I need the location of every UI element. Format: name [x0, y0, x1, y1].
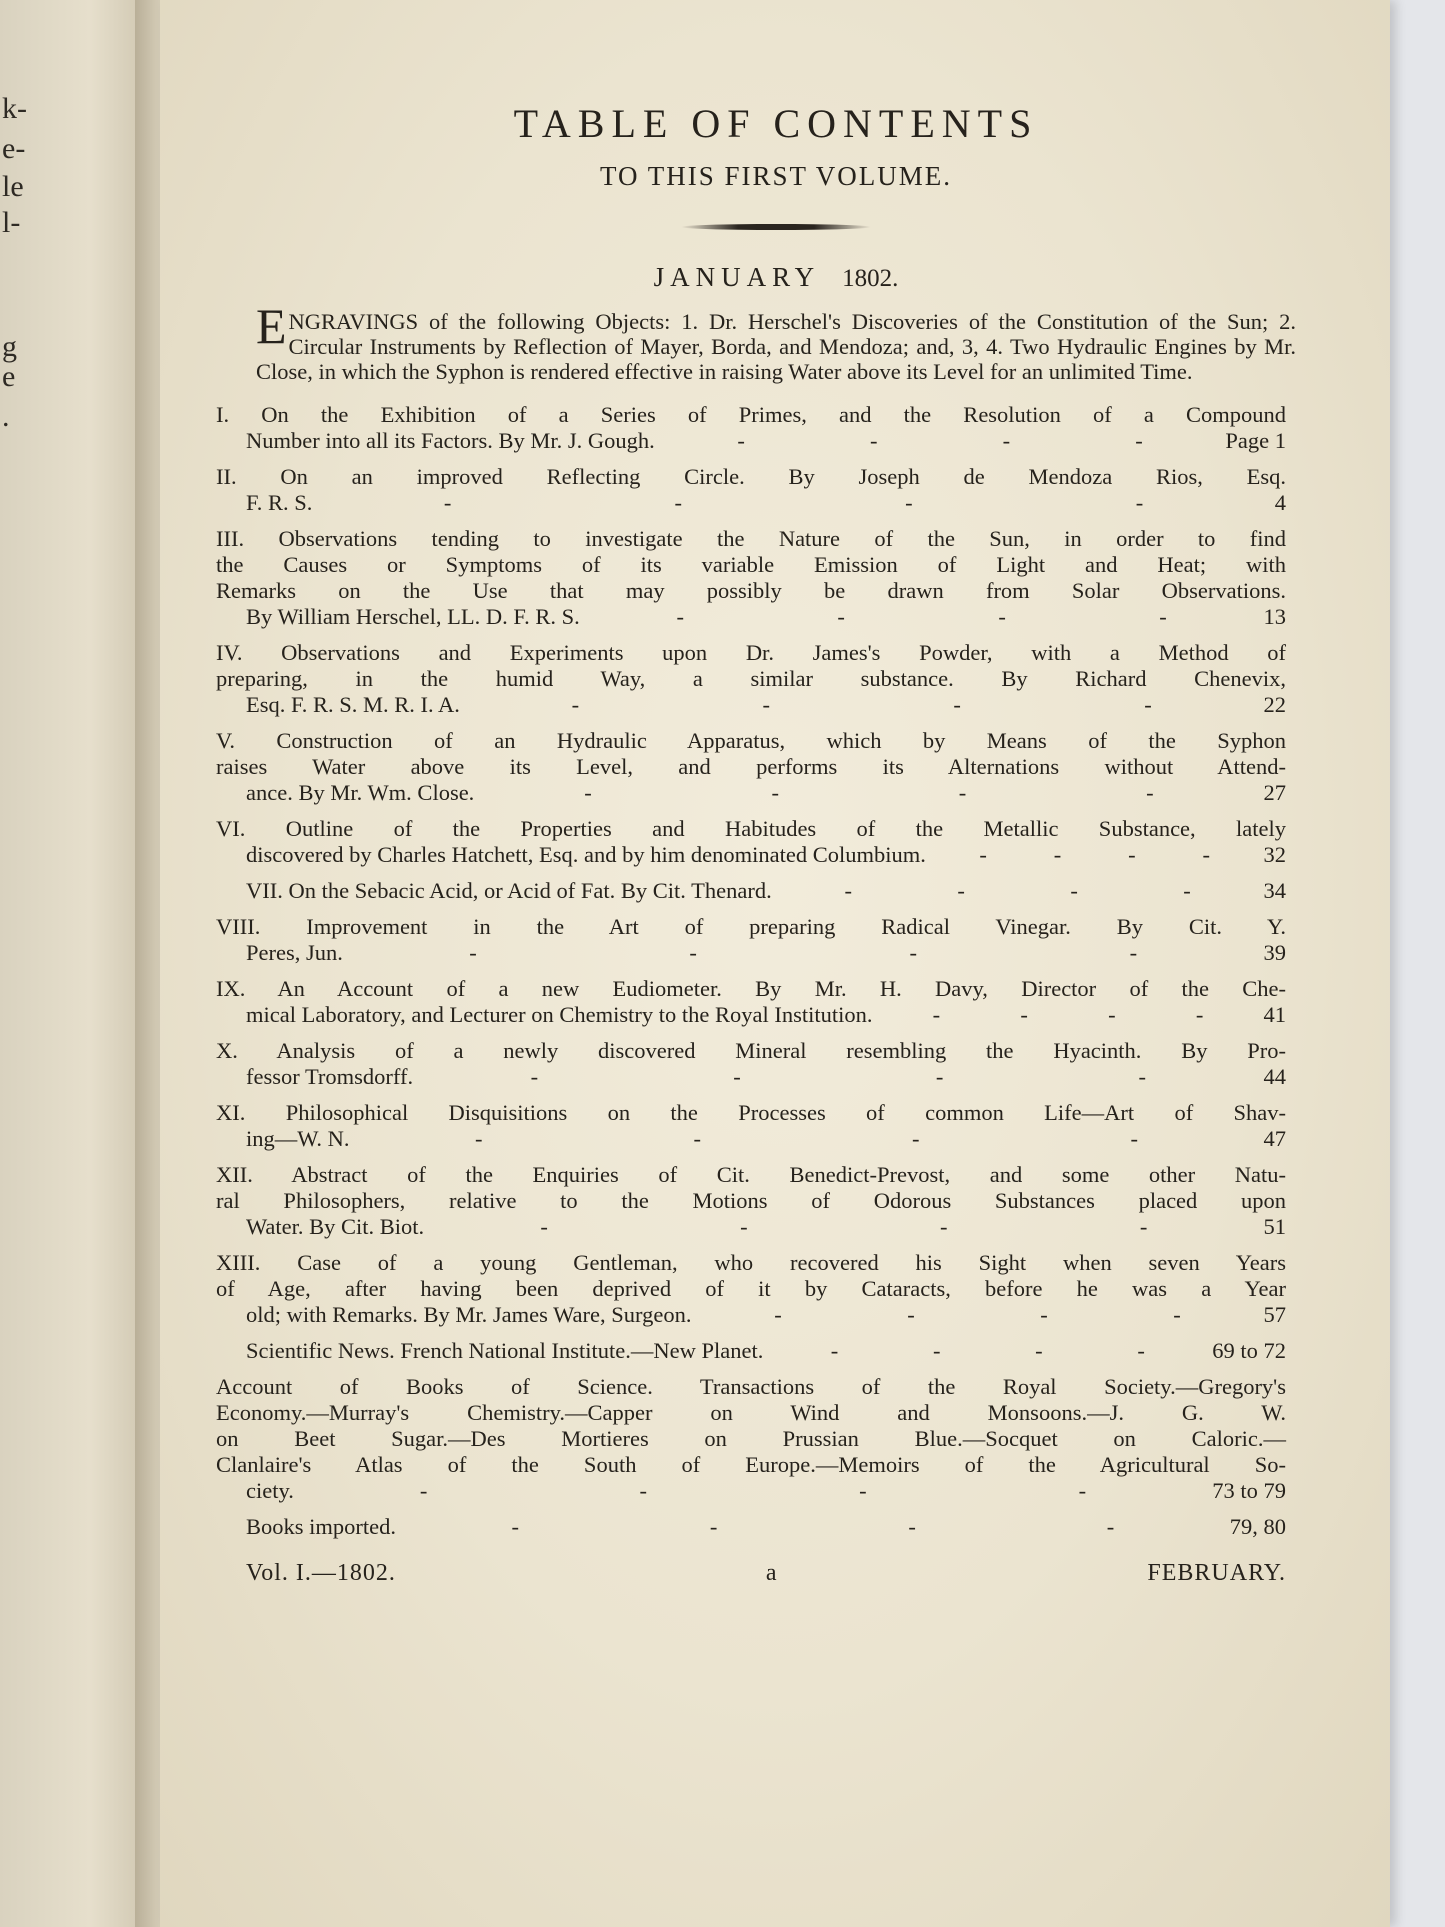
leader-dash: - [1202, 842, 1211, 867]
leader-dash: - [1135, 490, 1144, 515]
leader-dash: - [1002, 428, 1011, 453]
leader-dashes [691, 1302, 1263, 1328]
drop-cap: E [256, 298, 287, 354]
entry-last-line [246, 878, 1286, 904]
leader-dash: - [1106, 1514, 1115, 1539]
entry-last-line [246, 1002, 1286, 1028]
leader-dash: - [1137, 1338, 1145, 1363]
contents-entry [216, 976, 1296, 1028]
leader-dash: - [1040, 1302, 1048, 1327]
entry-line-text: on Beet Sugar.—Des Mortieres on Prussian Blue.—Socquet on Caloric.— [216, 1426, 1286, 1451]
entry-line [216, 816, 1287, 842]
page-content [216, 100, 1296, 1587]
entry-line-text: ral Philosophers, relative to the Motions of Odorous Substances placed upon [216, 1188, 1286, 1213]
leader-dash: - [740, 1214, 748, 1239]
contents-entry [216, 526, 1296, 630]
entry-line [216, 1426, 1286, 1452]
entry-line-text: the Causes or Symptoms of its variable Emission of Light and Heat; with [216, 552, 1286, 577]
entry-line [216, 1276, 1286, 1302]
entry-number: XII. [216, 1162, 253, 1187]
entry-last-text [246, 1126, 350, 1152]
leader-dash: - [709, 1514, 718, 1539]
entry-title: Books imported. [246, 1514, 396, 1539]
entry-line-text: Construction of an Hydraulic Apparatus, which by Means of the Syphon [276, 728, 1287, 753]
entry-number: V. [216, 728, 235, 753]
left-fragment: e- [2, 132, 26, 165]
leader-dash: - [958, 780, 967, 805]
entry-last-line [246, 1338, 1286, 1364]
contents-entry [216, 464, 1296, 516]
page-number: 79, 80 [1229, 1514, 1286, 1539]
month-heading [216, 262, 1296, 293]
leader-dash: - [935, 1064, 944, 1089]
entry-last-line [246, 1214, 1286, 1240]
entry-line-text: Account of Books of Science. Transactions of the Royal Society.—Gregory's [216, 1374, 1286, 1399]
entry-title: On the Sebacic Acid, or Acid of Fat. By Cit. Thenard. [288, 878, 772, 903]
leader-dashes [580, 604, 1264, 630]
entry-line [216, 402, 1286, 428]
month-name: JANUARY [653, 262, 821, 292]
leader-dash: - [1130, 1126, 1138, 1151]
entry-last-line [246, 1064, 1286, 1090]
entry-line-text: Remarks on the Use that may possibly be drawn from Solar Observations. [216, 578, 1286, 603]
entry-last-text [246, 878, 772, 904]
leader-dashes [763, 1338, 1212, 1364]
entry-line [216, 1452, 1286, 1478]
entry-line [216, 1250, 1287, 1276]
leader-dash: - [1070, 878, 1078, 903]
leader-dash: - [771, 780, 779, 805]
entry-title: Water. By Cit. Biot. [246, 1214, 425, 1239]
entry-number: III. [216, 526, 245, 551]
contents-entry [216, 1250, 1296, 1328]
entry-line [216, 1162, 1287, 1188]
entry-line [216, 1038, 1286, 1064]
page-number: 69 to 72 [1212, 1338, 1286, 1363]
leader-dash: - [469, 940, 477, 965]
entry-last-text [246, 842, 926, 868]
entry-line [216, 578, 1286, 604]
ornamental-rule [681, 224, 871, 230]
entry-last-line [246, 1514, 1286, 1540]
leader-dashes [396, 1514, 1230, 1540]
leader-dash: - [953, 692, 961, 717]
page-number: 32 [1263, 842, 1286, 867]
entry-number: VI. [216, 816, 246, 841]
left-fragment: l- [2, 206, 21, 239]
entry-line-text: An Account of a new Eudiometer. By Mr. H. Davy, Director of the Che- [277, 976, 1286, 1001]
leader-dash: - [676, 604, 684, 629]
entry-number: VIII. [216, 914, 261, 939]
leader-dash: - [905, 490, 913, 515]
entry-last-line [246, 1302, 1286, 1328]
contents-entry [216, 1338, 1296, 1364]
entry-line-text: Economy.—Murray's Chemistry.—Capper on Wind and Monsoons.—J. G. W. [216, 1400, 1286, 1425]
entry-line [216, 1400, 1286, 1426]
entry-last-line [246, 1126, 1286, 1152]
entry-last-text [246, 1302, 691, 1328]
entry-line [216, 464, 1286, 490]
entry-number: VII. [246, 878, 283, 903]
leader-dash: - [693, 1126, 702, 1151]
leader-dash: - [1108, 1002, 1116, 1027]
page-number: 47 [1263, 1126, 1286, 1151]
leader-dash: - [584, 780, 592, 805]
entry-title: Number into all its Factors. By Mr. J. Gough. [246, 428, 655, 453]
entry-last-line [246, 692, 1286, 718]
entry-line [216, 1374, 1286, 1400]
leader-dashes [873, 1002, 1264, 1028]
entry-line-text: Case of a young Gentleman, who recovered his Sight when seven Years [297, 1250, 1287, 1275]
entry-line-text: On the Exhibition of a Series of Primes, and the Resolution of a Compound [261, 402, 1286, 427]
entry-title: discovered by Charles Hatchett, Esq. and by him denominated Columbium. [246, 842, 926, 867]
entry-line [216, 640, 1287, 666]
entry-line-text: of Age, after having been deprived of it by Cataracts, before he was a Year [216, 1276, 1286, 1301]
page-number: 27 [1263, 780, 1286, 805]
leader-dash: - [1144, 692, 1152, 717]
left-fragment: . [2, 400, 10, 433]
leader-dash: - [907, 1302, 915, 1327]
leader-dash: - [844, 878, 852, 903]
entry-last-text [246, 1064, 413, 1090]
leader-dash: - [1139, 1214, 1148, 1239]
entry-line-text: preparing, in the humid Way, a similar substance. By Richard Chenevix, [216, 666, 1286, 691]
leader-dash: - [639, 1478, 647, 1503]
entry-last-text [246, 1478, 294, 1504]
entry-title: Scientific News. French National Institute.—New Planet. [246, 1338, 764, 1363]
leader-dash: - [1129, 940, 1138, 965]
entry-line-text: Outline of the Properties and Habitudes of the Metallic Substance, lately [285, 816, 1287, 841]
entry-last-line [246, 940, 1286, 966]
entry-last-line [246, 428, 1286, 454]
leader-dash: - [957, 878, 965, 903]
leader-dash: - [859, 1478, 867, 1503]
entry-last-text [246, 1214, 424, 1240]
leader-dash: - [1183, 878, 1191, 903]
leader-dash: - [1128, 842, 1136, 867]
entry-last-line [246, 490, 1286, 516]
entry-title: fessor Tromsdorff. [246, 1064, 414, 1089]
entry-number: II. [216, 464, 237, 489]
leader-dashes [655, 428, 1226, 454]
entry-title: ing—W. N. [246, 1126, 350, 1151]
entry-last-text [246, 428, 655, 454]
contents-entry [216, 1514, 1296, 1540]
page-number: 22 [1263, 692, 1286, 717]
entry-title: mical Laboratory, and Lecturer on Chemistry to the Royal Institution. [246, 1002, 873, 1027]
entry-line [216, 754, 1286, 780]
page-number: 41 [1263, 1002, 1286, 1027]
entry-line-text: On an improved Reflecting Circle. By Joseph de Mendoza Rios, Esq. [280, 464, 1286, 489]
entry-line-text: Abstract of the Enquiries of Cit. Benedict-Prevost, and some other Natu- [291, 1162, 1287, 1187]
leader-dash: - [733, 1064, 741, 1089]
entry-last-text [246, 1338, 763, 1364]
entry-line-text: Observations tending to investigate the Nature of the Sun, in order to find [278, 526, 1287, 551]
signature-mark: a [765, 1560, 778, 1586]
background [1390, 0, 1445, 1927]
leader-dashes [460, 692, 1264, 718]
leader-dash: - [443, 490, 452, 515]
leader-dash: - [511, 1514, 519, 1539]
entry-number: XIII. [216, 1250, 261, 1275]
leader-dash: - [869, 428, 878, 453]
leader-dash: - [830, 1338, 839, 1363]
left-fragment: k- [2, 92, 27, 125]
left-fragment: le [2, 170, 24, 203]
entry-last-text [246, 1514, 396, 1540]
entry-last-text [246, 940, 343, 966]
leader-dash: - [940, 1214, 948, 1239]
entry-last-text [246, 780, 474, 806]
contents-entry [216, 1374, 1296, 1504]
contents-entry [216, 640, 1296, 718]
leader-dashes [926, 842, 1264, 868]
entry-line-text: Philosophical Disquisitions on the Processes of common Life—Art of Shav- [285, 1100, 1286, 1125]
page-number: 34 [1263, 878, 1286, 903]
leader-dash: - [674, 490, 682, 515]
leader-dash: - [932, 1338, 941, 1363]
leader-dash: - [932, 1002, 941, 1027]
contents-entry [216, 1038, 1296, 1090]
entry-number: XI. [216, 1100, 246, 1125]
catchword: FEBRUARY. [1147, 1560, 1286, 1586]
entry-title: Peres, Jun. [246, 940, 343, 965]
leader-dash: - [1078, 1478, 1087, 1503]
entry-line [216, 728, 1287, 754]
leader-dash: - [571, 692, 580, 717]
entry-title: By William Herschel, LL. D. F. R. S. [246, 604, 580, 629]
entry-line-text: Improvement in the Art of preparing Radical Vinegar. By Cit. Y. [306, 914, 1287, 939]
contents-entry [216, 1100, 1296, 1152]
page-number: 73 to 79 [1212, 1478, 1286, 1503]
leader-dash: - [1146, 780, 1154, 805]
leader-dash: - [912, 1126, 920, 1151]
entry-title: F. R. S. [246, 490, 313, 515]
entry-line-text: Analysis of a newly discovered Mineral resembling the Hyacinth. By Pro- [276, 1038, 1286, 1063]
leader-dash: - [837, 604, 845, 629]
leader-dash: - [998, 604, 1006, 629]
leader-dash: - [762, 692, 770, 717]
entry-last-line [246, 1478, 1286, 1504]
leader-dash: - [1138, 1064, 1146, 1089]
entry-last-text [246, 692, 460, 718]
leader-dash: - [908, 1514, 916, 1539]
leader-dash: - [1173, 1302, 1181, 1327]
left-facing-page [0, 0, 150, 1927]
leader-dash: - [1053, 842, 1062, 867]
page-number: 39 [1263, 940, 1286, 965]
month-year: 1802. [842, 265, 899, 292]
entry-number: X. [216, 1038, 238, 1063]
leader-dash: - [979, 842, 987, 867]
engravings-paragraph [216, 298, 1296, 384]
entry-last-text [246, 604, 580, 630]
entry-line [216, 666, 1286, 692]
leader-dash: - [1195, 1002, 1204, 1027]
entry-number: I. [216, 402, 230, 427]
page-number: 44 [1263, 1064, 1286, 1089]
leader-dash: - [540, 1214, 548, 1239]
page-number: 51 [1263, 1214, 1286, 1239]
leader-dashes [294, 1478, 1212, 1504]
entry-line-text: raises Water above its Level, and performs its Alternations without Attend- [216, 754, 1286, 779]
leader-dash: - [909, 940, 918, 965]
page-footer [216, 1560, 1296, 1587]
page-number: 13 [1263, 604, 1286, 629]
leader-dash: - [1159, 604, 1167, 629]
contents-list [216, 402, 1296, 1540]
entry-title: ciety. [246, 1478, 294, 1503]
leader-dash: - [689, 940, 697, 965]
leader-dashes [350, 1126, 1264, 1152]
leader-dashes [424, 1214, 1263, 1240]
entry-line [216, 552, 1286, 578]
page-number: 57 [1263, 1302, 1286, 1327]
contents-entry [216, 878, 1296, 904]
entry-last-text [246, 490, 312, 516]
left-fragment: g [2, 330, 17, 363]
leader-dash: - [737, 428, 745, 453]
leader-dash: - [475, 1126, 483, 1151]
contents-entry [216, 1162, 1296, 1240]
page-number: Page 1 [1225, 428, 1286, 453]
leader-dashes [474, 780, 1263, 806]
page-subtitle: TO THIS FIRST VOLUME. [599, 161, 953, 191]
leader-dashes [772, 878, 1264, 904]
contents-entry [216, 816, 1296, 868]
entry-line-text: Clanlaire's Atlas of the South of Europe.—Memoirs of the Agricultural So- [216, 1452, 1286, 1477]
contents-entry [216, 402, 1296, 454]
leader-dash: - [419, 1478, 428, 1503]
entry-number: IV. [216, 640, 243, 665]
entry-title: Esq. F. R. S. M. R. I. A. [246, 692, 460, 717]
entry-line [216, 914, 1287, 940]
volume-label: Vol. I.—1802. [246, 1560, 396, 1586]
entry-last-line [246, 780, 1286, 806]
leader-dash: - [1135, 428, 1143, 453]
leader-dash: - [774, 1302, 782, 1327]
leader-dash: - [530, 1064, 539, 1089]
book-page [160, 0, 1390, 1927]
entry-line-text: Observations and Experiments upon Dr. James's Powder, with a Method of [281, 640, 1287, 665]
engravings-text: NGRAVINGS of the following Objects: 1. Dr. Herschel's Discoveries of the Constitution of the Sun; 2. Circular Instruments by Reflection of Mayer, Borda, and Mendoza; and, 3, 4. Two Hydraulic Engines by Mr. Close, in which the Syphon is rendered effective in raising Water above its Level for an unlimited Time. [256, 309, 1296, 384]
entry-last-line [246, 604, 1286, 630]
entry-line [216, 1100, 1286, 1126]
leader-dashes [343, 940, 1264, 966]
leader-dashes [312, 490, 1274, 516]
entry-last-line [246, 842, 1286, 868]
contents-entry [216, 914, 1296, 966]
entry-title: old; with Remarks. By Mr. James Ware, Surgeon. [246, 1302, 692, 1327]
entry-line [216, 526, 1287, 552]
page-number: 4 [1274, 490, 1286, 515]
leader-dash: - [1020, 1002, 1028, 1027]
entry-line [216, 976, 1286, 1002]
page-title: TABLE OF CONTENTS [513, 101, 1039, 146]
entry-last-text [246, 1002, 873, 1028]
leader-dash: - [1035, 1338, 1043, 1363]
left-fragment: e [2, 360, 16, 393]
entry-number: IX. [216, 976, 246, 1001]
contents-entry [216, 728, 1296, 806]
entry-title: ance. By Mr. Wm. Close. [246, 780, 475, 805]
leader-dashes [413, 1064, 1263, 1090]
entry-line [216, 1188, 1286, 1214]
